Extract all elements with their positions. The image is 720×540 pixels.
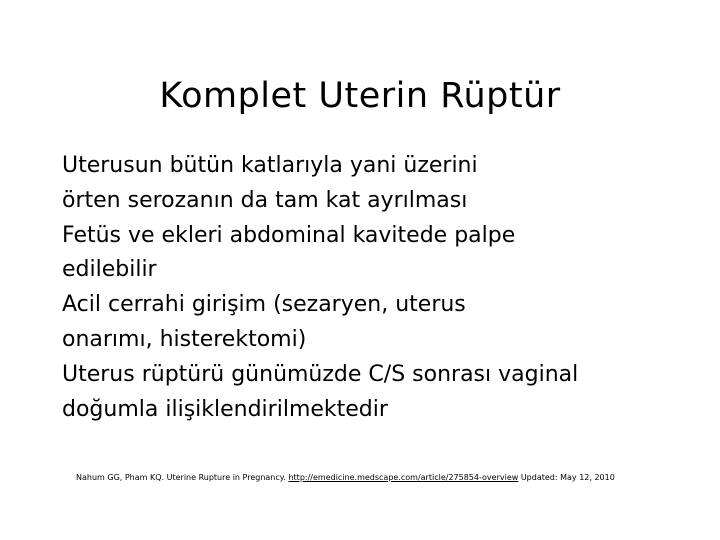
body-line: Uterusun bütün katlarıyla yani üzerini bbox=[62, 153, 478, 178]
body-line: edilebilir bbox=[62, 257, 157, 283]
citation-link[interactable]: http://emedicine.medscape.com/article/275854-overview bbox=[288, 473, 519, 482]
slide-title: Komplet Uterin Rüptür bbox=[159, 76, 561, 116]
citation-text: Nahum GG, Pham KQ. Uterine Rupture in Pregnancy. bbox=[76, 473, 289, 482]
citation-date: Updated: May 12, 2010 bbox=[518, 473, 615, 482]
body-line: onarımı, histerektomi) bbox=[62, 326, 307, 352]
body-line: Fetüs ve ekleri abdominal kavitede palpe bbox=[62, 222, 516, 248]
body-line: örten serozanın da tam kat ayrılması bbox=[62, 187, 468, 213]
body-line: doğumla ilişiklendirilmektedir bbox=[62, 396, 388, 422]
body-line: Uterus rüptürü günümüzde C/S sonrası vaginal bbox=[62, 361, 579, 387]
body-line: Acil cerrahi girişim (sezaryen, uterus bbox=[62, 292, 466, 318]
slide-body bbox=[62, 149, 702, 427]
citation bbox=[76, 472, 696, 484]
